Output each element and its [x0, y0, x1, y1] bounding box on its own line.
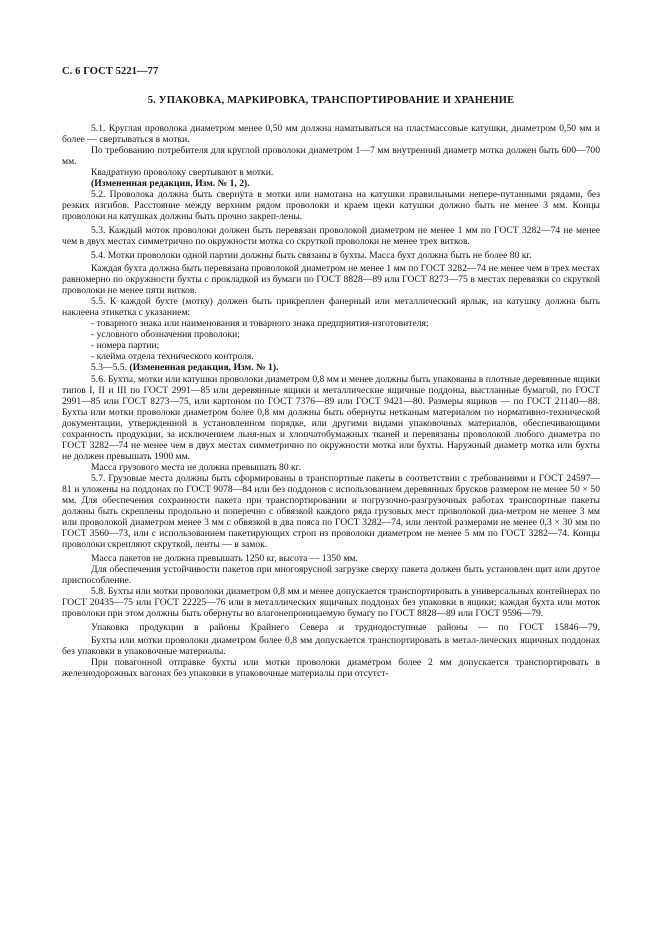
section-title: 5. УПАКОВКА, МАРКИРОВКА, ТРАНСПОРТИРОВАНИЕ И ХРАНЕНИЕ — [147, 95, 515, 106]
paragraph-square-wire: Квадратную проволоку свертывают в мотки. — [91, 167, 274, 179]
paragraph-cargo-mass: Масса грузового места не должна превышать 80 кг. — [91, 461, 301, 473]
paragraph-package-mass: Масса пакетов не должна превышать 1250 кг, высота — 1350 мм. — [91, 552, 358, 564]
paragraph-coil-diameter: По требованию потребителя для круглой проволоки диаметром 1—7 мм внутренний диаметр мотка должен быть 600—700 мм. — [62, 145, 600, 168]
paragraph-5-6: 5.6. Бухты, мотки или катушки проволоки диаметром 0,8 мм и менее должны быть упакованы в плотные деревянные ящики типов I, II и III по ГОСТ 2991—85 или деревянные ящики и металлические ящичные поддоны, выстланные бумагой, по ГОСТ 2991—85 или ГОСТ 8273—75, или картоном по ГОСТ 7376—89 или ГОСТ 9421—80. Размеры ящиков — по ГОСТ 21140—88. Бухты или мотки проволоки диаметром более 0,8 мм должны быть обернуты нетканым материалом по нормативно-технической документации, утвержденной в установленном порядке, или другими видами упаковочных материалов, обеспечивающими сохранность продукции, за исключением льня-ных и хлопчатобумажных тканей и перевязаны проволокой любого диаметра по ГОСТ 3282—74 не менее чем в двух местах симметрично по окружности мотка или бухты. Наружный диаметр мотка или бухты не должен превышать 1900 мм. — [62, 373, 600, 462]
paragraph-5-1: 5.1. Круглая проволока диаметром менее 0,50 мм должна наматываться на пластмассовые катушки, диаметром 0,50 мм и более — свертываться в мотки. — [62, 123, 600, 146]
paragraph-5-8: 5.8. Бухты или мотки проволоки диаметром 0,8 мм и менее допускается транспортировать в универсальных контейнерах по ГОСТ 20435—75 или ГОСТ 22225—76 или в металлических ящичных поддонах без упаковки в ящики; каждая бухта или моток проволоки при этом должны быть обернуты во влагонепроницаемую бумагу по ГОСТ 8828—89 или ГОСТ 9596—79. — [62, 585, 600, 620]
section-body — [62, 123, 600, 679]
paragraph-5-3: 5.3. Каждый моток проволоки должен быть перевязан проволокой диаметром не менее 1 мм по ГОСТ 3282—74 не менее чем в двух местах симметрично по окружности мотка со скруткой проволоки не менее трех витков. — [62, 224, 600, 247]
clause-range: 5.3—5.5. — [91, 362, 127, 374]
list-item: - номера партии; — [91, 340, 160, 352]
paragraph-5-7: 5.7. Грузовые места должны быть сформированы в транспортные пакеты в соответствии с требованиями и ГОСТ 24597—81 и уложены на поддонах по ГОСТ 9078—84 или без поддонов с использованием деревянных брусков размером не менее 50 × 50 мм. Для обеспечения сохранности пакета при транспортировании и погрузочно-разгрузочных работах транспортные пакеты должны быть скреплены продольно и поперечно с обвязкой каждого ряда грузовых мест проволокой диа-метром не менее 3 мм или проволокой диаметром менее 3 мм с обвязкой в два пояса по ГОСТ 3282—74, или лентой размерами не менее 0,3 × 30 мм по ГОСТ 3560—73, или с использованием пакетирующих строп из проволоки диаметром не менее 5 мм по ГОСТ 3282—74. Концы проволоки скрепляют скруткой, ленты — в замок. — [62, 472, 600, 551]
paragraph-metal-pallets: Бухты или мотки проволоки диаметром более 0,8 мм допускается транспортировать в метал-лических ящичных поддонах без упаковки в упаковочные материалы. — [62, 635, 600, 658]
amendment-note: (Измененная редакция, Изм. № 1, 2). — [91, 178, 250, 190]
paragraph-5-4: 5.4. Мотки проволоки одной партии должны быть связаны в бухты. Масса бухт должна быть не более 80 кг. — [91, 249, 532, 261]
list-item: - товарного знака или наименования и товарного знака предприятия-изготовителя; — [91, 318, 429, 330]
paragraph-stability: Для обеспечения устойчивости пакетов при многоярусной загрузке сверху пакета должен быть установлен щит или другое приспособление. — [62, 563, 600, 586]
page-header: С. 6 ГОСТ 5221—77 — [62, 66, 159, 77]
paragraph-far-north: Упаковка продукции в районы Крайнего Севера и труднодоступные районы — по ГОСТ 15846—79. — [91, 621, 600, 633]
list-item: - условного обозначения проволоки; — [91, 329, 240, 341]
amendment-note-5-3-5-5 — [62, 362, 600, 373]
paragraph-5-5: 5.5. К каждой бухте (мотку) должен быть прикреплен фанерный или металлический ярлык, на катушку должна быть наклеена этикетка с указанием: — [62, 296, 600, 319]
list-item: - клейма отдела технического контроля. — [91, 351, 254, 363]
amendment-label: (Измененная редакция, Изм. № 1). — [129, 362, 279, 374]
paragraph-5-2: 5.2. Проволока должна быть свернута в мотки или намотана на катушки правильными непере-путанными рядами, без резких изгибов. Расстояние между верхним рядом проволоки и краем щеки катушки должно быть не менее 3 мм. Концы проволоки на катушках должны быть прочно закреп-лены. — [62, 189, 600, 223]
paragraph-rail-transport: При повагонной отправке бухты или мотки проволоки диаметром более 2 мм допускается транспортировать в железнодорожных вагонах без упаковки в упаковочные материалы при отсутст- — [62, 657, 600, 680]
paragraph-bundle-tying: Каждая бухта должна быть перевязана проволокой диаметром не менее 1 мм по ГОСТ 3282—74 не менее чем в трех местах равномерно по окружности бухты с прокладкой из бумаги по ГОСТ 8828—89 или ГОСТ 8273—75 в местах перевязки со скруткой проволоки не менее пяти витков. — [62, 263, 600, 297]
